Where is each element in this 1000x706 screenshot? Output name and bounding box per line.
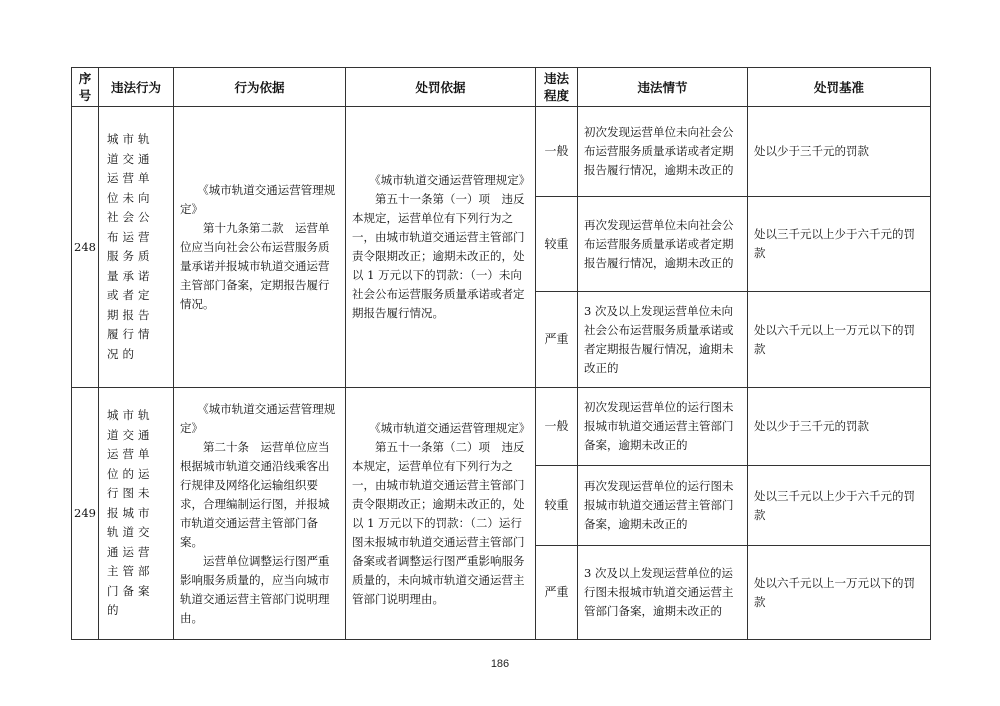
penalty-article: 第五十一条第（二）项 违反本规定，运营单位有下列行为之一，由城市轨道交通运营主管部门责令限期改正；逾期未改正的，处以 1 万元以下的罚款：（二）运行图未报城市轨道交通运营主管部门备案或者调整运行图严重影响服务质量的，未向城市轨道交通运营主管部门说明理由。 [352,439,525,606]
penalty-standard-table [71,67,931,640]
basis-article: 第十九条第二款 运营单位应当向社会公布运营服务质量承诺并报城市轨道交通运营主管部门备案，定期报告履行情况。 [180,220,330,311]
penalty-regulation-title: 《城市轨道交通运营管理规定》 [369,173,531,187]
basis-article: 第二十条 运营单位应当根据城市轨道交通沿线乘客出行规律及网络化运输组织要求，合理编制运行图，并报城市轨道交通运营主管部门备案。 [180,439,330,549]
penalty-regulation-title: 《城市轨道交通运营管理规定》 [369,420,531,435]
basis-regulation-title: 《城市轨道交通运营管理规定》 [180,401,336,435]
circumstance: 初次发现运营单位未向社会公布运营服务质量承诺或者定期报告履行情况，逾期未改正的 [578,107,748,197]
header-standard: 处罚基准 [748,68,931,107]
behavior-basis [174,107,346,388]
header-circumstance: 违法情节 [578,68,748,107]
penalty-standard: 处以少于三千元的罚款 [748,388,931,466]
violation-behavior: 城市轨道交通运营单位未向社会公布运营服务质量承诺或者定期报告履行情况的 [99,107,174,388]
degree-general: 一般 [536,107,578,197]
header-no: 序号 [72,68,99,107]
basis-regulation-title: 《城市轨道交通运营管理规定》 [180,182,336,216]
penalty-standard: 处以少于三千元的罚款 [748,107,931,197]
page-number: 186 [490,658,510,670]
degree-severe: 严重 [536,292,578,388]
penalty-standard: 处以六千元以上一万元以下的罚款 [748,292,931,388]
penalty-standard: 处以三千元以上少于六千元的罚款 [748,466,931,546]
penalty-basis [346,107,536,388]
degree-serious: 较重 [536,466,578,546]
behavior-basis [174,388,346,640]
penalty-article: 第五十一条第（一）项 违反本规定，运营单位有下列行为之一，由城市轨道交通运营主管部门责令限期改正；逾期未改正的，处以 1 万元以下的罚款：（一）未向社会公布运营服务质量承诺或者定期报告履行情况。 [352,192,525,320]
header-basis: 行为依据 [174,68,346,107]
row-number: 248 [72,107,99,388]
circumstance: 3 次及以上发现运营单位未向社会公布运营服务质量承诺或者定期报告履行情况，逾期未改正的 [578,292,748,388]
circumstance: 3 次及以上发现运营单位的运行图未报城市轨道交通运营主管部门备案，逾期未改正的 [578,546,748,640]
degree-severe: 严重 [536,546,578,640]
degree-general: 一般 [536,388,578,466]
penalty-standard: 处以三千元以上少于六千元的罚款 [748,197,931,292]
circumstance: 再次发现运营单位未向社会公布运营服务质量承诺或者定期报告履行情况，逾期未改正的 [578,197,748,292]
row-number: 249 [72,388,99,640]
table-row [72,107,931,197]
table-header-row [72,68,931,107]
table-row [72,388,931,466]
header-degree: 违法程度 [536,68,578,107]
header-penalty-basis: 处罚依据 [346,68,536,107]
penalty-basis [346,388,536,640]
violation-behavior: 城市轨道交通运营单位的运行图未报城市轨道交通运营主管部门备案的 [99,388,174,640]
penalty-standard: 处以六千元以上一万元以下的罚款 [748,546,931,640]
circumstance: 再次发现运营单位的运行图未报城市轨道交通运营主管部门备案，逾期未改正的 [578,466,748,546]
circumstance: 初次发现运营单位的运行图未报城市轨道交通运营主管部门备案，逾期未改正的 [578,388,748,466]
basis-article: 运营单位调整运行图严重影响服务质量的，应当向城市轨道交通运营主管部门说明理由。 [180,553,330,625]
degree-serious: 较重 [536,197,578,292]
header-behavior: 违法行为 [99,68,174,107]
